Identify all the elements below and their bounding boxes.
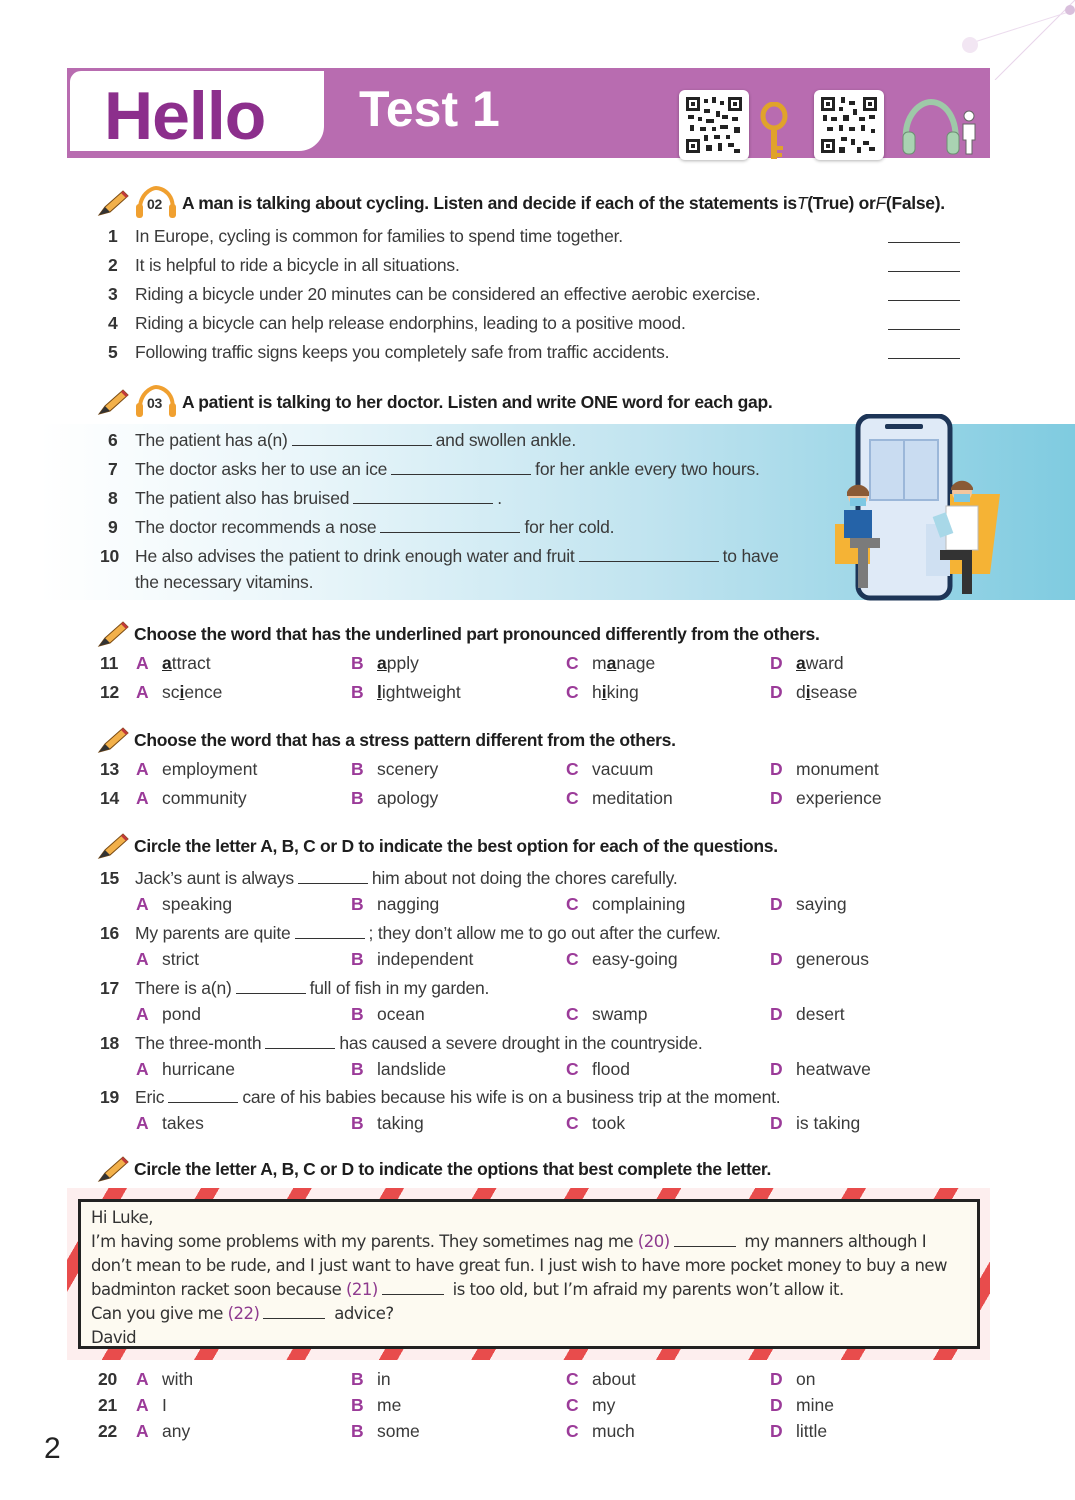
option-letter: B	[351, 1004, 364, 1024]
option-word: my	[592, 1395, 616, 1415]
brand-logo: Hello	[104, 78, 266, 154]
option-letter: D	[770, 653, 783, 673]
option-b[interactable]	[351, 1059, 446, 1080]
question-sentence	[135, 868, 678, 889]
option-letter: D	[770, 1369, 783, 1389]
answer-blank[interactable]	[295, 937, 365, 939]
question-number: 3	[108, 284, 118, 304]
section-3-instruction	[96, 620, 820, 648]
option-word: took	[592, 1113, 626, 1133]
option-d[interactable]	[770, 682, 857, 703]
qr-code-icon[interactable]	[679, 90, 749, 160]
option-letter: A	[136, 894, 149, 914]
option-letter: B	[351, 653, 364, 673]
option-b[interactable]	[351, 653, 419, 674]
sentence-before: The patient has a(n)	[135, 430, 288, 450]
sentence-before: The doctor asks her to use an ice	[135, 459, 388, 479]
doctor-patient-illustration	[830, 414, 1010, 604]
brand-box	[67, 68, 327, 154]
answer-blank[interactable]	[888, 300, 960, 301]
question-number: 4	[108, 313, 118, 333]
section-5-instruction	[96, 832, 778, 860]
option-letter: D	[770, 1421, 783, 1441]
option-c[interactable]	[566, 894, 685, 915]
false-label: (False).	[885, 192, 945, 213]
option-letter: B	[351, 1369, 364, 1389]
option-word: pond	[162, 1004, 201, 1024]
letter-text: Can you give me	[91, 1304, 228, 1323]
instruction-text: Circle the letter A, B, C or D to indicate the options that best complete the letter.	[134, 1158, 772, 1179]
letter-line	[91, 1278, 967, 1302]
option-letter: D	[770, 1004, 783, 1024]
question-number: 6	[108, 430, 118, 450]
letter-signoff: David	[91, 1328, 137, 1347]
qr-code-icon[interactable]	[814, 90, 884, 160]
option-b[interactable]	[351, 949, 473, 970]
sentence-after: to have	[722, 546, 779, 566]
option-b[interactable]	[351, 1369, 391, 1390]
answer-blank[interactable]	[353, 502, 493, 504]
option-letter: C	[566, 788, 579, 808]
option-letter: D	[770, 1395, 783, 1415]
option-letter: C	[566, 1004, 579, 1024]
option-word: desert	[796, 1004, 845, 1024]
pencil-icon	[96, 832, 130, 860]
option-letter: A	[136, 1059, 149, 1079]
option-d[interactable]	[770, 759, 879, 780]
option-word: community	[162, 788, 247, 808]
pencil-icon	[96, 726, 130, 754]
option-b[interactable]	[351, 759, 438, 780]
letter-text: I’m having some problems with my parents. They sometimes nag me	[91, 1232, 638, 1251]
option-word	[796, 653, 844, 673]
option-letter: D	[770, 1113, 783, 1133]
option-letter: A	[136, 1113, 149, 1133]
option-word: easy-going	[592, 949, 678, 969]
option-word: employment	[162, 759, 258, 779]
option-letter: A	[136, 949, 149, 969]
option-word: with	[162, 1369, 194, 1389]
option-word: vacuum	[592, 759, 654, 779]
option-a[interactable]	[136, 653, 211, 674]
sentence-after: care of his babies because his wife is on a business trip at the moment.	[242, 1087, 781, 1107]
question-sentence	[135, 978, 489, 999]
question-number: 15	[100, 868, 120, 888]
letter-greeting: Hi Luke,	[91, 1208, 153, 1227]
headphones-icon[interactable]	[134, 186, 178, 220]
question-sentence	[135, 1087, 780, 1108]
answer-blank[interactable]	[298, 882, 368, 884]
letter-text: my manners although I	[739, 1232, 927, 1251]
option-letter: B	[351, 682, 364, 702]
section-1-instruction	[96, 186, 945, 220]
option-b[interactable]	[351, 894, 439, 915]
section-6-instruction	[96, 1155, 771, 1183]
option-word: takes	[162, 1113, 204, 1133]
answer-blank[interactable]	[888, 358, 960, 359]
sentence-continuation: the necessary vitamins.	[135, 572, 314, 592]
option-letter: C	[566, 759, 579, 779]
option-a[interactable]	[136, 1004, 201, 1025]
option-word: hurricane	[162, 1059, 235, 1079]
word-part: nage	[616, 653, 656, 673]
word-part: ttract	[171, 653, 211, 673]
sentence-after: has caused a severe drought in the countryside.	[339, 1033, 703, 1053]
option-letter: B	[351, 949, 364, 969]
option-c[interactable]	[566, 1113, 625, 1134]
answer-blank[interactable]	[236, 992, 306, 994]
option-d[interactable]	[770, 653, 844, 674]
option-word	[592, 653, 655, 673]
option-letter: C	[566, 1113, 579, 1133]
option-b[interactable]	[351, 1113, 424, 1134]
answer-blank[interactable]	[888, 271, 960, 272]
word-part: sc	[162, 682, 180, 702]
answer-blank[interactable]	[380, 531, 520, 533]
question-number: 18	[100, 1033, 120, 1053]
option-b[interactable]	[351, 1004, 425, 1025]
option-word	[377, 682, 461, 702]
question-number: 1	[108, 226, 118, 246]
option-word: strict	[162, 949, 199, 969]
option-a[interactable]	[136, 759, 257, 780]
gap-blank	[674, 1245, 736, 1247]
option-a[interactable]	[136, 1395, 167, 1416]
option-word: much	[592, 1421, 635, 1441]
question-sentence	[135, 1033, 703, 1054]
underlined-letter: a	[162, 653, 172, 673]
gap-blank	[263, 1317, 325, 1319]
word-part: pply	[386, 653, 419, 673]
pencil-icon	[96, 189, 130, 217]
letter-line: don’t mean to be rude, and I just want to have great fun. I just wish to have more pocket money to buy a new	[91, 1256, 948, 1275]
option-word: saying	[796, 894, 847, 914]
answer-blank[interactable]	[579, 560, 719, 562]
answer-blank[interactable]	[292, 444, 432, 446]
option-letter: B	[351, 759, 364, 779]
pencil-icon	[96, 388, 130, 416]
option-word: landslide	[377, 1059, 447, 1079]
sentence-after: and swollen ankle.	[435, 430, 577, 450]
question-number: 13	[100, 759, 120, 779]
question-number: 14	[100, 788, 120, 808]
option-word: on	[796, 1369, 816, 1389]
question-number: 10	[100, 546, 120, 566]
question-number: 21	[98, 1395, 118, 1415]
letter-line	[91, 1230, 967, 1254]
underlined-letter: i	[601, 682, 607, 702]
option-word: experience	[796, 788, 882, 808]
word-part: sease	[810, 682, 858, 702]
option-c[interactable]	[566, 1004, 647, 1025]
option-c[interactable]	[566, 653, 655, 674]
option-word	[377, 653, 419, 673]
option-letter: C	[566, 894, 579, 914]
option-word: swamp	[592, 1004, 648, 1024]
option-d[interactable]	[770, 1369, 815, 1390]
test-title: Test 1	[359, 81, 500, 137]
sentence-before: My parents are quite	[135, 923, 291, 943]
option-c[interactable]	[566, 1395, 615, 1416]
option-c[interactable]	[566, 788, 673, 809]
option-word	[592, 682, 639, 702]
question-number: 2	[108, 255, 118, 275]
option-word: complaining	[592, 894, 686, 914]
option-c[interactable]	[566, 759, 653, 780]
option-d[interactable]	[770, 1395, 834, 1416]
option-word: some	[377, 1421, 420, 1441]
question-number: 8	[108, 488, 118, 508]
option-letter: B	[351, 788, 364, 808]
option-word	[796, 682, 857, 702]
option-b[interactable]	[351, 1395, 401, 1416]
instruction-text: A patient is talking to her doctor. Listen and write ONE word for each gap.	[182, 391, 773, 412]
answer-blank[interactable]	[888, 242, 960, 243]
option-b[interactable]	[351, 1421, 420, 1442]
option-letter: A	[136, 788, 149, 808]
option-letter: C	[566, 1369, 579, 1389]
option-letter: B	[351, 1421, 364, 1441]
headphones-icon[interactable]	[134, 385, 178, 419]
gap-fill-sentence	[135, 546, 779, 567]
letter-text: advice?	[329, 1304, 394, 1323]
question-number: 19	[100, 1087, 120, 1107]
letter-line	[91, 1302, 967, 1326]
word-part: ence	[184, 682, 223, 702]
underlined-letter: l	[377, 682, 382, 702]
sentence-after: for her cold.	[524, 517, 615, 537]
option-c[interactable]	[566, 1369, 636, 1390]
option-b[interactable]	[351, 788, 438, 809]
question-number: 22	[98, 1421, 118, 1441]
word-part: d	[796, 682, 806, 702]
question-number: 11	[100, 653, 119, 673]
option-word	[162, 682, 222, 702]
sentence-before: Jack’s aunt is always	[135, 868, 294, 888]
question-number: 20	[98, 1369, 118, 1389]
word-part: ightweight	[381, 682, 461, 702]
question-number: 9	[108, 517, 118, 537]
answer-blank[interactable]	[391, 473, 531, 475]
gap-fill-sentence	[135, 488, 502, 509]
option-letter: C	[566, 653, 579, 673]
option-letter: A	[136, 1004, 149, 1024]
instruction-text: Choose the word that has the underlined part pronounced differently from the others.	[134, 623, 820, 644]
option-letter: A	[136, 759, 149, 779]
word-part: m	[592, 653, 607, 673]
question-number: 5	[108, 342, 118, 362]
option-letter: A	[136, 1369, 149, 1389]
statement-text: Following traffic signs keeps you completely safe from traffic accidents.	[135, 342, 670, 362]
option-letter: C	[566, 1059, 579, 1079]
option-word: taking	[377, 1113, 424, 1133]
option-letter: B	[351, 1395, 364, 1415]
word-part: king	[606, 682, 639, 702]
sentence-after: .	[497, 488, 502, 508]
letter-box	[78, 1199, 980, 1349]
pencil-icon	[96, 1155, 130, 1183]
option-letter: C	[566, 1395, 579, 1415]
underlined-letter: a	[377, 653, 387, 673]
option-letter: B	[351, 894, 364, 914]
gap-fill-sentence	[135, 459, 760, 480]
audio-track-number: 03	[147, 395, 162, 411]
option-letter: A	[136, 682, 149, 702]
sentence-before: The doctor recommends a nose	[135, 517, 377, 537]
option-d[interactable]	[770, 1113, 860, 1134]
answer-blank[interactable]	[265, 1047, 335, 1049]
option-word: I	[162, 1395, 167, 1415]
instruction-text: Choose the word that has a stress pattern different from the others.	[134, 729, 676, 750]
option-word: any	[162, 1421, 191, 1441]
option-letter: D	[770, 788, 783, 808]
option-word: flood	[592, 1059, 630, 1079]
sentence-before: Eric	[135, 1087, 165, 1107]
instruction-text: A man is talking about cycling. Listen and decide if each of the statements is	[182, 192, 797, 213]
gap-ref-20: (20)	[637, 1232, 670, 1251]
option-a[interactable]	[136, 949, 199, 970]
statement-text: In Europe, cycling is common for families to spend time together.	[135, 226, 623, 246]
false-letter: F	[875, 192, 886, 213]
underlined-letter: i	[179, 682, 185, 702]
option-word: monument	[796, 759, 879, 779]
option-d[interactable]	[770, 1421, 827, 1442]
sentence-before: There is a(n)	[135, 978, 232, 998]
option-word: ocean	[377, 1004, 425, 1024]
option-word: mine	[796, 1395, 834, 1415]
option-letter: D	[770, 1059, 783, 1079]
question-number: 7	[108, 459, 118, 479]
option-letter: B	[351, 1113, 364, 1133]
question-number: 17	[100, 978, 120, 998]
option-word: nagging	[377, 894, 440, 914]
gap-fill-sentence	[135, 517, 614, 538]
instruction-text: Circle the letter A, B, C or D to indicate the best option for each of the questions.	[134, 835, 778, 856]
option-letter: A	[136, 653, 149, 673]
sentence-after: full of fish in my garden.	[309, 978, 490, 998]
option-b[interactable]	[351, 682, 461, 703]
option-letter: C	[566, 682, 579, 702]
headphones-person-icon	[899, 98, 979, 158]
option-a[interactable]	[136, 1059, 235, 1080]
option-word: independent	[377, 949, 474, 969]
option-word: meditation	[592, 788, 673, 808]
statement-text: Riding a bicycle can help release endorphins, leading to a positive mood.	[135, 313, 686, 333]
true-label: (True) or	[807, 192, 876, 213]
sentence-after: for her ankle every two hours.	[535, 459, 760, 479]
gap-fill-sentence	[135, 430, 576, 451]
option-a[interactable]	[136, 1421, 190, 1442]
true-letter: T	[796, 192, 808, 213]
sentence-before: The three-month	[135, 1033, 262, 1053]
word-part: h	[592, 682, 602, 702]
question-number: 16	[100, 923, 120, 943]
option-c[interactable]	[566, 949, 678, 970]
option-c[interactable]	[566, 1421, 635, 1442]
section-4-instruction	[96, 726, 676, 754]
sentence-after: ; they don’t allow me to go out after the curfew.	[368, 923, 721, 943]
option-letter: A	[136, 1395, 149, 1415]
option-word: about	[592, 1369, 636, 1389]
audio-track-number: 02	[147, 196, 162, 212]
option-letter: D	[770, 759, 783, 779]
option-d[interactable]	[770, 949, 869, 970]
question-number: 12	[100, 682, 120, 702]
gap-ref-22: (22)	[227, 1304, 260, 1323]
pencil-icon	[96, 620, 130, 648]
option-a[interactable]	[136, 1113, 204, 1134]
option-word: heatwave	[796, 1059, 871, 1079]
option-a[interactable]	[136, 894, 232, 915]
page-number: 2	[44, 1432, 61, 1465]
statement-text: Riding a bicycle under 20 minutes can be considered an effective aerobic exercise.	[135, 284, 761, 304]
statement-text: It is helpful to ride a bicycle in all situations.	[135, 255, 460, 275]
underlined-letter: i	[805, 682, 811, 702]
option-d[interactable]	[770, 1059, 871, 1080]
option-c[interactable]	[566, 682, 639, 703]
option-word: speaking	[162, 894, 233, 914]
letter-text: is too old, but I’m afraid my parents won’t allow it.	[447, 1280, 844, 1299]
underlined-letter: a	[796, 653, 806, 673]
option-letter: D	[770, 894, 783, 914]
key-icon	[759, 102, 789, 162]
option-d[interactable]	[770, 788, 882, 809]
section-2-instruction	[96, 385, 772, 419]
page-header	[67, 68, 990, 158]
option-letter: B	[351, 1059, 364, 1079]
option-word: apology	[377, 788, 439, 808]
option-c[interactable]	[566, 1059, 630, 1080]
option-letter: C	[566, 1421, 579, 1441]
option-d[interactable]	[770, 1004, 845, 1025]
option-letter: A	[136, 1421, 149, 1441]
option-letter: D	[770, 682, 783, 702]
option-a[interactable]	[136, 1369, 193, 1390]
underlined-letter: a	[606, 653, 617, 673]
option-word	[162, 653, 211, 673]
option-word: is taking	[796, 1113, 861, 1133]
sentence-before: He also advises the patient to drink enough water and fruit	[135, 546, 575, 566]
gap-ref-21: (21)	[346, 1280, 378, 1299]
option-letter: C	[566, 949, 579, 969]
option-letter: D	[770, 949, 783, 969]
sentence-before: The patient also has bruised	[135, 488, 350, 508]
sentence-after: him about not doing the chores carefully.	[371, 868, 678, 888]
answer-blank[interactable]	[168, 1101, 238, 1103]
gap-blank	[382, 1293, 444, 1295]
option-a[interactable]	[136, 788, 247, 809]
word-part: ward	[805, 653, 844, 673]
letter-text: badminton racket soon because	[91, 1280, 346, 1299]
option-a[interactable]	[136, 682, 222, 703]
question-sentence	[135, 923, 721, 944]
option-d[interactable]	[770, 894, 847, 915]
option-word: scenery	[377, 759, 439, 779]
option-word: me	[377, 1395, 402, 1415]
option-word: in	[377, 1369, 391, 1389]
option-word: little	[796, 1421, 828, 1441]
option-word: generous	[796, 949, 869, 969]
answer-blank[interactable]	[888, 329, 960, 330]
